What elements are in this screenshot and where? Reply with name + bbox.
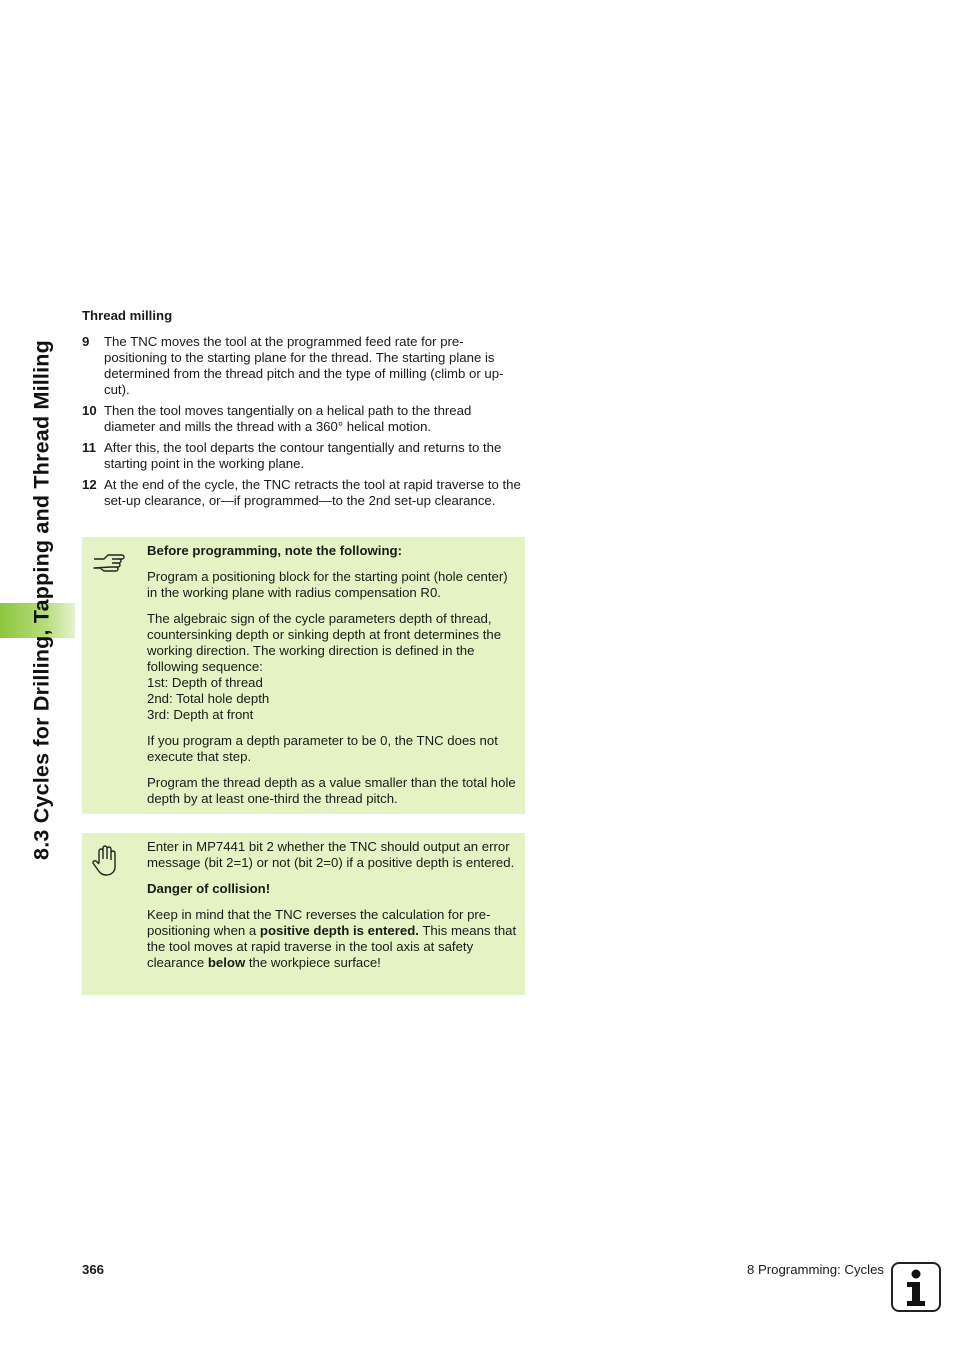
sequence-item: 2nd: Total hole depth (147, 691, 270, 706)
warning-text: This means that the tool moves at rapid traverse in the tool axis at safety clearance (147, 923, 517, 970)
step-text: The TNC moves the tool at the programmed feed rate for pre-positioning to the starting plane for the thread. The starting plane is determined from the thread pitch and the type of milling (climb or up-cut). (104, 334, 504, 397)
warning-text: Keep in mind that the TNC reverses the calculation for pre-positioning when a (147, 907, 491, 938)
step-number: 9 (82, 334, 90, 349)
note-paragraph: Program the thread depth as a value smaller than the total hole depth by at least one-third the thread pitch. (147, 775, 516, 806)
step-text: Then the tool moves tangentially on a helical path to the thread diameter and mills the thread with a 360° helical motion. (104, 403, 472, 434)
raised-hand-icon (88, 843, 124, 877)
programming-note-box (82, 537, 525, 814)
side-chapter-title: 8.3 Cycles for Drilling, Tapping and Thread Milling (29, 340, 54, 860)
warning-paragraph (147, 907, 517, 971)
list-item (82, 440, 525, 472)
step-text: After this, the tool departs the contour tangentially and returns to the starting point in the working plane. (104, 440, 502, 471)
info-icon (891, 1262, 941, 1312)
note-title: Before programming, note the following: (147, 543, 402, 558)
step-text: At the end of the cycle, the TNC retracts the tool at rapid traverse to the set-up clearance, or—if programmed—to the 2nd set-up clearance. (104, 477, 521, 508)
section-heading: Thread milling (82, 308, 173, 323)
list-item (82, 477, 525, 509)
page-number: 366 (82, 1262, 105, 1277)
step-number: 12 (82, 477, 97, 492)
warning-text: the workpiece surface! (245, 955, 381, 970)
note-paragraph-sequence (147, 611, 517, 723)
step-number: 11 (82, 440, 96, 455)
warning-title: Danger of collision! (147, 881, 271, 896)
step-list (82, 334, 525, 509)
warning-emphasis: below (207, 955, 246, 970)
warning-emphasis: positive depth is entered. (259, 923, 419, 938)
list-item (82, 403, 525, 435)
thread-milling-section (82, 308, 525, 514)
note-paragraph: Program a positioning block for the starting point (hole center) in the working plane with radius compensation R0. (147, 569, 508, 600)
note-paragraph: Enter in MP7441 bit 2 whether the TNC should output an error message (bit 2=1) or not (bit 2=0) if a positive depth is entered. (147, 839, 515, 870)
sequence-item: 1st: Depth of thread (147, 675, 263, 690)
sequence-intro: The algebraic sign of the cycle parameters depth of thread, countersinking depth or sinking depth at front determines the working direction. The working direction is defined in the following sequence: (147, 611, 502, 674)
pointing-hand-icon (90, 547, 126, 581)
collision-warning-box (82, 833, 525, 995)
step-number: 10 (82, 403, 97, 418)
list-item (82, 334, 525, 398)
sequence-item: 3rd: Depth at front (147, 707, 254, 722)
footer-chapter-title: 8 Programming: Cycles (746, 1262, 884, 1277)
note-paragraph: If you program a depth parameter to be 0, the TNC does not execute that step. (147, 733, 498, 764)
